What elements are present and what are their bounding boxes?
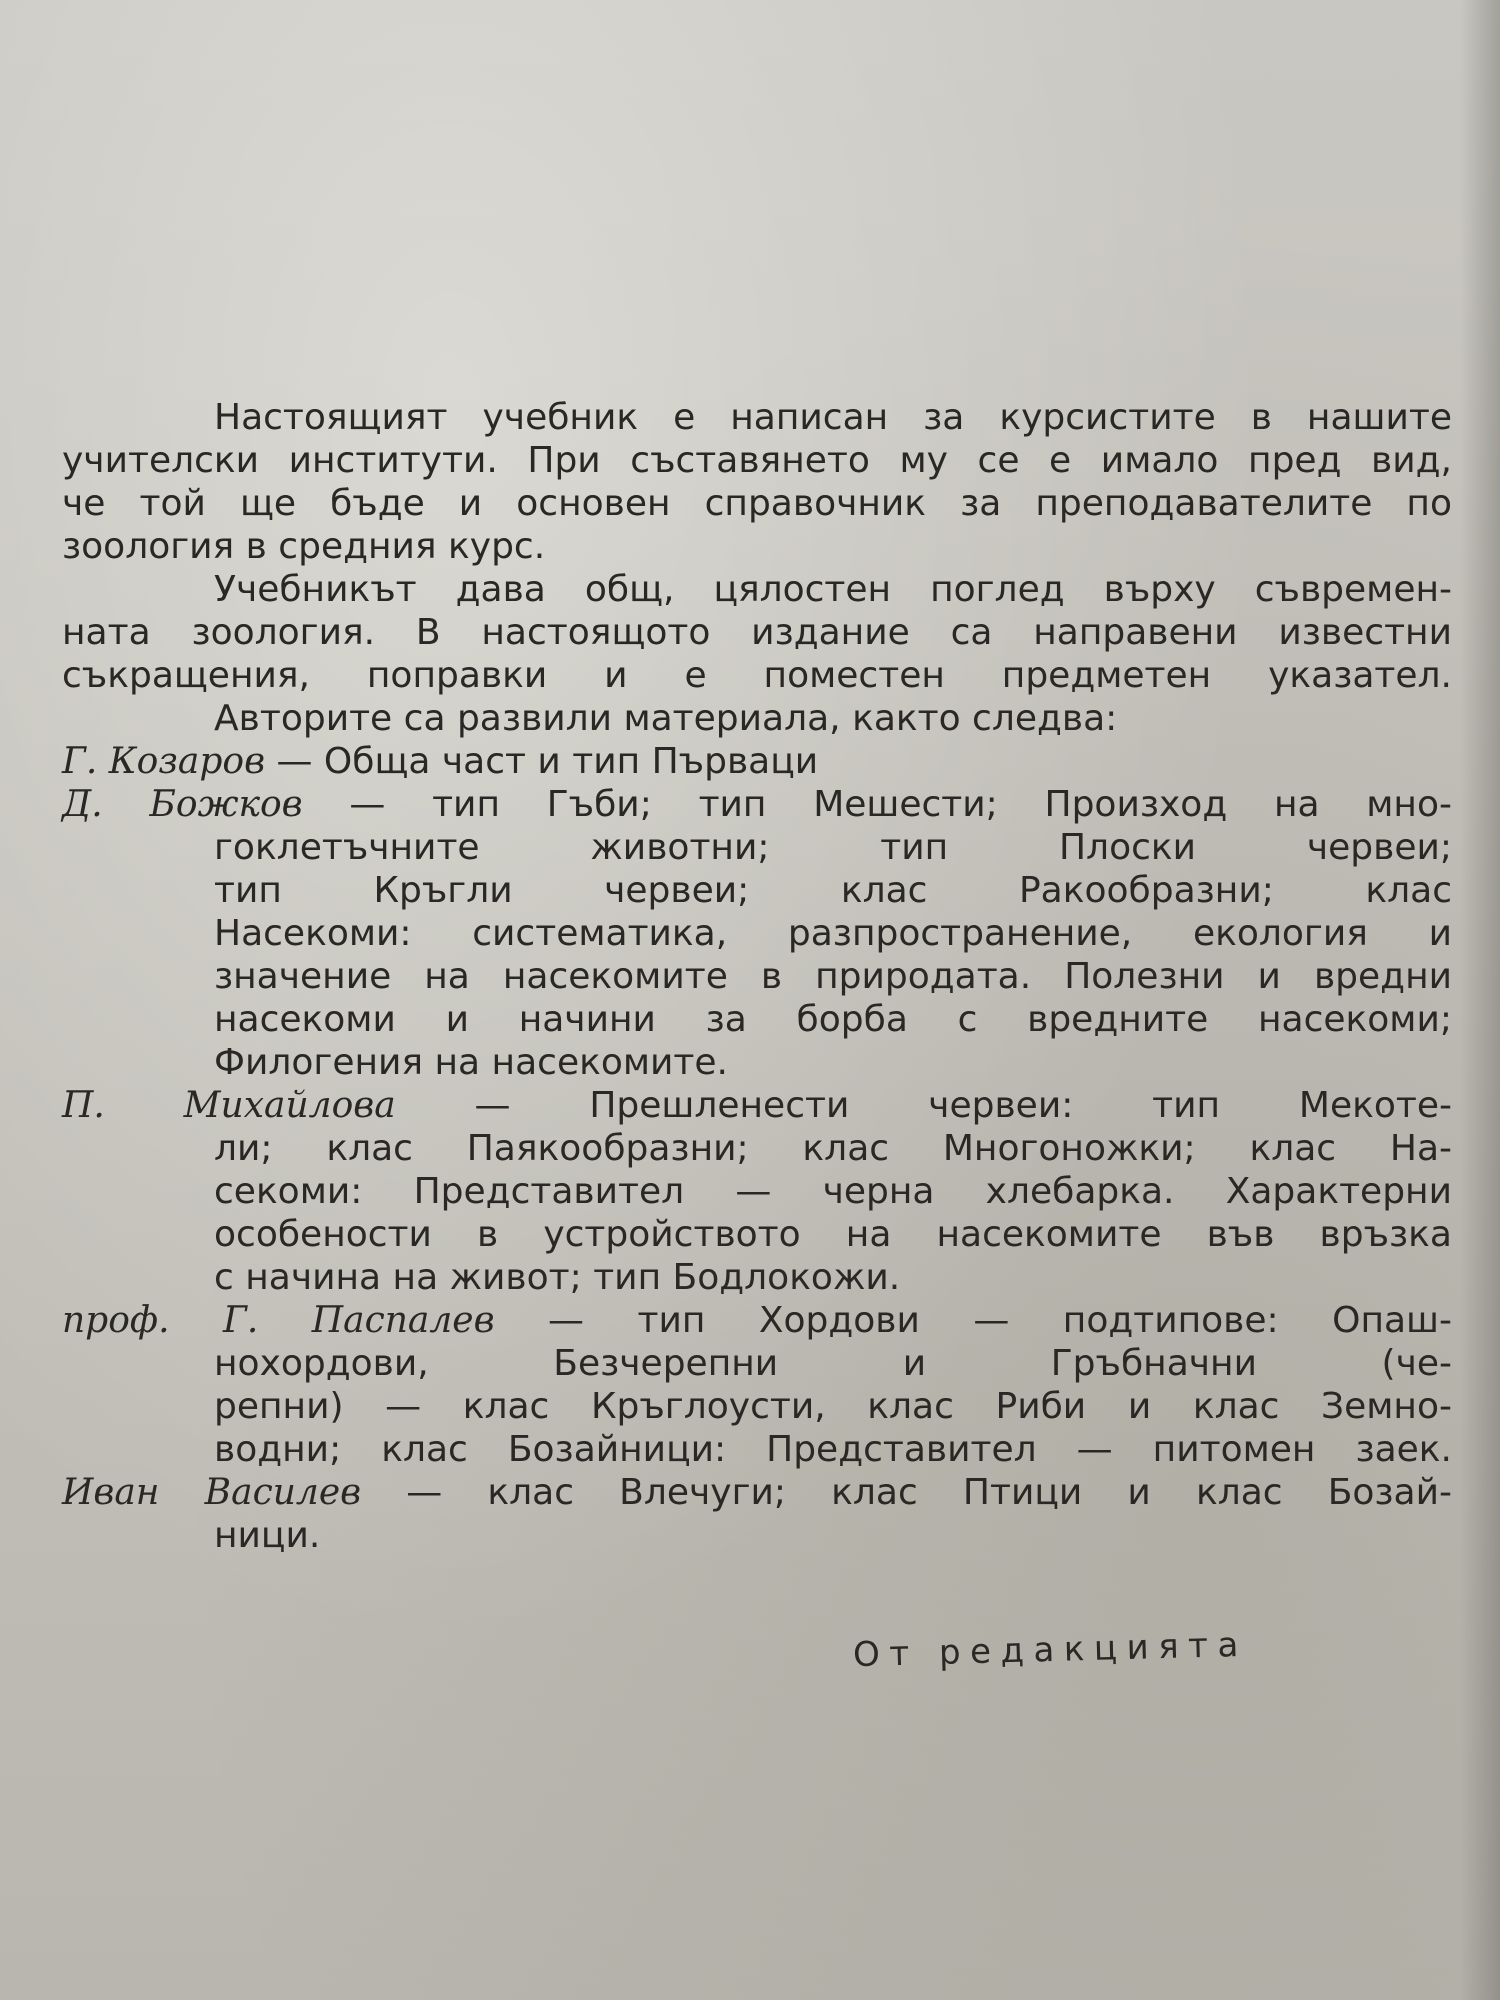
author-contribution: — тип Хордови — подтипове: Опаш-	[548, 1300, 1452, 1341]
paragraph-2-line-3: съкращения, поправки и е поместен предметен указател.	[62, 655, 1452, 696]
author-continuation-line: ли; клас Паякообразни; клас Многоножки; клас На-	[214, 1128, 1452, 1169]
author-entry-vasilev	[62, 1472, 1453, 1518]
author-name: Д. Божков	[62, 784, 303, 825]
author-entry-paspalev	[62, 1300, 1452, 1346]
paragraph-1-line-1: Настоящият учебник е написан за курсистите в нашите	[214, 397, 1452, 438]
author-continuation-line: Филогения на насекомите.	[214, 1042, 728, 1083]
editorial-signoff: От редакцията	[852, 1624, 1249, 1676]
author-name: Г. Козаров	[62, 741, 266, 782]
author-continuation-line: значение на насекомите в природата. Полезни и вредни	[214, 956, 1452, 997]
author-continuation-line: тип Кръгли червеи; клас Ракообразни; клас	[214, 870, 1452, 911]
author-continuation-line: секоми: Представител — черна хлебарка. Характерни	[214, 1171, 1452, 1212]
paragraph-1-line-2: учителски институти. При съставянето му се е имало пред вид,	[62, 440, 1452, 481]
paragraph-1-line-4: зоология в средния курс.	[62, 526, 546, 567]
preface-text	[62, 397, 1453, 1561]
author-continuation-line: нохордови, Безчерепни и Гръбначни (че-	[214, 1343, 1452, 1384]
author-continuation-line: репни) — клас Кръглоусти, клас Риби и клас Земно-	[214, 1386, 1452, 1427]
author-entry-bozhkov	[62, 784, 1452, 830]
author-continuation-line: насекоми и начини за борба с вредните насекоми;	[214, 999, 1452, 1040]
author-continuation-line: водни; клас Бозайници: Представител — питомен заек.	[214, 1429, 1452, 1470]
author-entry-kozarov	[62, 741, 1452, 787]
author-contribution: — тип Гъби; тип Мешести; Произход на мно-	[349, 784, 1452, 825]
author-contribution: — Обща част и тип Първаци	[276, 741, 819, 782]
author-continuation-line: Насекоми: систематика, разпространение, екология и	[214, 913, 1452, 954]
author-continuation-line: гоклетъчните животни; тип Плоски червеи;	[214, 827, 1452, 868]
authors-intro: Авторите са развили материала, както следва:	[214, 698, 1118, 739]
author-continuation-line: с начина на живот; тип Бодлокожи.	[214, 1257, 901, 1298]
author-contribution: — клас Влечуги; клас Птици и клас Бозай-	[406, 1472, 1453, 1513]
author-contribution: — Прешленести червеи: тип Мекоте-	[474, 1085, 1452, 1126]
paragraph-1-line-3: че той ще бъде и основен справочник за преподавателите по	[62, 483, 1452, 524]
author-continuation-line: ници.	[214, 1515, 321, 1556]
paragraph-2-line-2: ната зоология. В настоящото издание са направени известни	[62, 612, 1452, 653]
author-entry-mihaylova	[62, 1085, 1452, 1131]
author-name: проф. Г. Паспалев	[62, 1300, 495, 1341]
author-name: П. Михайлова	[62, 1085, 396, 1126]
author-name: Иван Василев	[62, 1472, 362, 1513]
author-continuation-line: особености в устройството на насекомите във връзка	[214, 1214, 1452, 1255]
paragraph-2-line-1: Учебникът дава общ, цялостен поглед върху съвремен-	[214, 569, 1452, 610]
